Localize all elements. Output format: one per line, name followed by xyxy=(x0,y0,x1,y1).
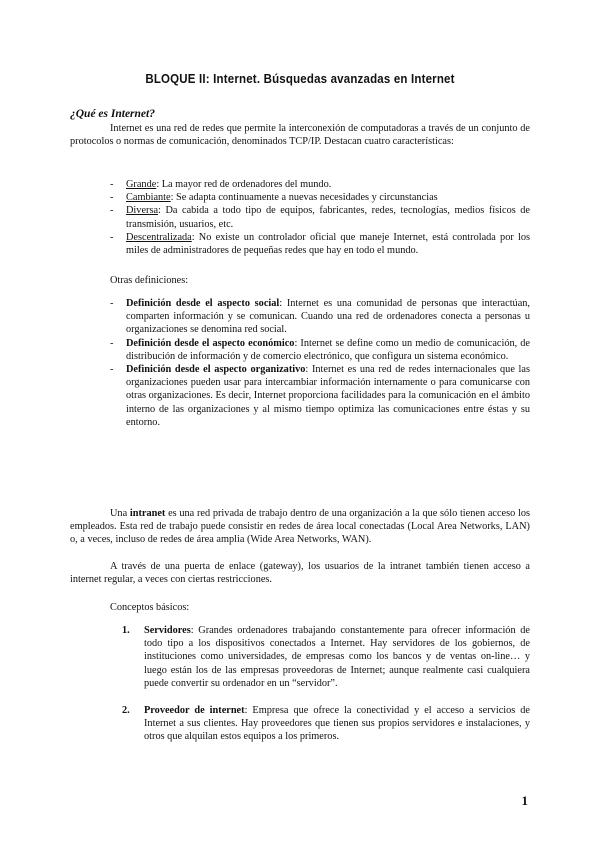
term: Definición desde el aspecto social xyxy=(126,298,280,309)
list-item xyxy=(122,624,530,690)
definition-text: : Internet es una comunidad de personas que interactúan, comparten información y se comunican. Cuando una red de ordenadores conecta a personas u organizaciones se denomina red social. xyxy=(126,298,530,336)
list-item xyxy=(110,337,530,363)
list-item xyxy=(122,704,530,744)
dash-marker: - xyxy=(110,337,114,349)
term: Diversa xyxy=(126,205,159,217)
number-marker: 1. xyxy=(122,625,130,636)
list-item xyxy=(110,178,530,191)
term: Servidores xyxy=(144,625,191,636)
intranet-paragraph xyxy=(70,507,530,547)
dash-marker: - xyxy=(110,179,114,190)
definition-text: : Se adapta continuamente a nuevas necesidades y circunstancias xyxy=(170,192,438,204)
dash-marker: - xyxy=(110,205,114,217)
term: Descentralizada xyxy=(126,231,192,243)
gateway-paragraph: A través de una puerta de enlace (gateway), los usuarios de la intranet también tienen acceso a internet regular, a veces con ciertas restricciones. xyxy=(70,561,530,586)
intro-paragraph: Internet es una red de redes que permite la interconexión de computadoras a través de un conjunto de protocolos o normas de comunicación, denominados TCP/IP. Destacan cuatro características: xyxy=(70,123,530,148)
characteristics-list xyxy=(110,178,530,257)
definition-text: : Internet se define como un medio de comunicación, de distribución de información y de comercio electrónico, que configura un sistema económico. xyxy=(126,337,530,362)
term: Grande xyxy=(126,179,157,190)
page-number: 1 xyxy=(521,793,528,808)
definition-text: : Internet es una red de redes internacionales que las organizaciones pueden usar para intercambiar información internamente o para comunicarse con otras organizaciones. Es decir, Internet proporciona facilidades para la comunicación en el ámbito interno de las organizaciones y al mismo tiempo optimiza las comunicaciones entre éstas y su entorno. xyxy=(126,364,530,428)
list-item xyxy=(110,231,530,257)
section-heading: ¿Qué es Internet? xyxy=(70,108,155,120)
term: Definición desde el aspecto organizativo xyxy=(126,364,306,376)
list-item xyxy=(110,363,530,429)
conceptos-label: Conceptos básicos: xyxy=(110,602,190,613)
concepts-list xyxy=(122,624,530,758)
definition-text: : Da cabida a todo tipo de equipos, fabricantes, redes, tecnologías, medios físicos de transmisión, usuarios, etc. xyxy=(126,205,530,230)
page-title: BLOQUE II: Internet. Búsquedas avanzadas en Internet xyxy=(145,72,455,86)
definition-text: : Grandes ordenadores trabajando constantemente para ofrecer información de todo tipo a los dispositivos conectados a Internet. Hay servidores de los gobiernos, de instituciones como universidades, de empresas como los bancos y de ventas on-line… y luego están los de las empresas proveedoras de Internet; aunque realmente casi cualquiera puede convertir su ordenador en un “servidor”. xyxy=(144,625,530,689)
definition-text: : No existe un controlador oficial que maneje Internet, está controlada por los miles de administradores de pequeñas redes que hay en todo el mundo. xyxy=(126,231,530,257)
intranet-term: intranet xyxy=(129,508,166,519)
text-fragment: Una xyxy=(110,508,130,519)
dash-marker: - xyxy=(110,364,114,376)
definition-text: : Empresa que ofrece la conectividad y el acceso a servicios de Internet a sus clientes. Hay proveedores que tienen sus propios servidores e instalaciones, y otros que alquilan estos equipos a los primeros. xyxy=(144,705,530,743)
dash-marker: - xyxy=(110,192,114,204)
list-item xyxy=(110,204,530,230)
otras-label: Otras definiciones: xyxy=(110,275,189,286)
dash-marker: - xyxy=(110,231,114,243)
term: Cambiante xyxy=(126,192,171,204)
term: Proveedor de internet xyxy=(144,705,245,717)
text-fragment: es una red privada de trabajo dentro de una organización a la que sólo tienen acceso los empleados. Esta red de trabajo puede consistir en redes de área local conectadas (Local Area Networks, LAN) o, a veces, incluso de redes de área amplia (Wide Area Networks, WAN). xyxy=(70,508,531,546)
definition-text: : La mayor red de ordenadores del mundo. xyxy=(156,179,332,190)
definitions-list xyxy=(110,297,530,429)
dash-marker: - xyxy=(110,298,114,309)
number-marker: 2. xyxy=(122,705,130,717)
list-item xyxy=(110,191,530,204)
list-item xyxy=(110,297,530,337)
term: Definición desde el aspecto económico xyxy=(126,337,295,349)
